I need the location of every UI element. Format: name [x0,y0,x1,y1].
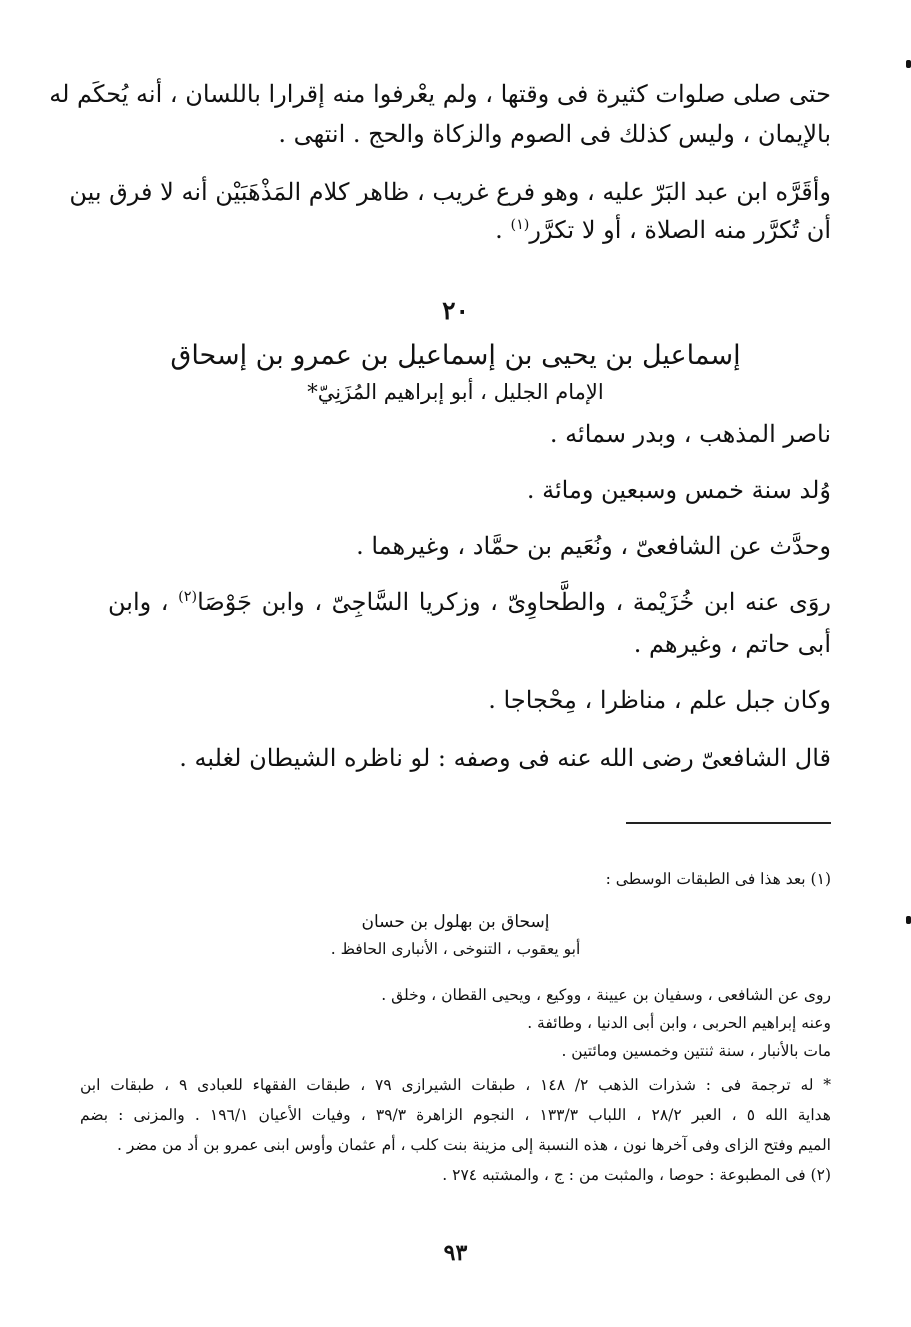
footnote-1-intro: (١) بعد هذا فى الطبقات الوسطى : [605,870,831,888]
footnote-1-line-2: وعنه إبراهيم الحربى ، وابن أبى الدنيا ، وطائفة . [527,1014,831,1032]
footnote-1-title: أبو يعقوب ، التنوخى ، الأنبارى الحافظ . [330,940,581,958]
entry-line-4-end: ، وابن [108,588,179,616]
entry-line-7: قال الشافعىّ رضى الله عنه فى وصفه : لو ناظره الشيطان لغلبه . [179,744,831,772]
paragraph-1-line-1: حتى صلى صلوات كثيرة فى وقتها ، ولم يعْرفوا منه إقرارا باللسان ، أنه يُحكَم له [49,80,831,108]
entry-line-3: وحدَّث عن الشافعىّ ، ونُعَيم بن حمَّاد ، وغيرهما . [356,532,831,560]
footnote-ref-2: (٢) [178,589,198,605]
footnote-separator [626,822,831,824]
entry-line-4-text: روَى عنه ابن خُزَيْمة ، والطَّحاوِىّ ، وزكريا السَّاجِىّ ، وابن جَوْصَا [197,588,831,616]
footnote-1-line-1: روى عن الشافعى ، وسفيان بن عيينة ، ووكيع ، ويحيى القطان ، وخلق . [381,986,831,1004]
paragraph-2-text: أن تُكرَّر منه الصلاة ، أو لا تكرَّر [529,216,831,244]
scan-mark-bottom [906,916,911,924]
paragraph-2-line-2 [495,214,831,246]
page-number: ٩٣ [443,1240,468,1266]
paragraph-2-end: . [495,216,511,244]
footnote-2: (٢) فى المطبوعة : حوصا ، والمثبت من : ج ، والمشتبه ٢٧٤ . [442,1166,831,1184]
source-note-line-3: الميم وفتح الزاى وفى آخرها نون ، هذه النسبة إلى مزينة بنت كلب ، أم عثمان وأوس ابنى عمرو بن أد من مضر . [117,1136,831,1154]
entry-line-4 [108,586,831,618]
paragraph-1-line-2: بالإيمان ، وليس كذلك فى الصوم والزكاة والحج . انتهى . [278,120,831,148]
source-note-line-1: * له ترجمة فى : شذرات الذهب ٢/ ١٤٨ ، طبقات الشيرازى ٧٩ ، طبقات الفقهاء للعبادى ٩ ، طبقات ابن [80,1076,832,1094]
entry-line-5: أبى حاتم ، وغيرهم . [633,630,831,658]
paragraph-2-line-1: وأقَرَّه ابن عبد البَرّ عليه ، وهو فرع غريب ، ظاهر كلام المَذْهَبَيْن أنه لا فرق بين [69,178,831,206]
source-note-line-2: هداية الله ٥ ، العبر ٢٨/٢ ، اللباب ١٣٣/٣ ، النجوم الزاهرة ٣٩/٣ ، وفيات الأعيان ١٩٦/١ . والمزنى : بضم [80,1106,831,1124]
entry-name: إسماعيل بن يحيى بن إسماعيل بن عمرو بن إسحاق [170,340,741,371]
entry-line-6: وكان جبل علم ، مناظرا ، مِحْجاجا . [488,686,831,714]
entry-number: ٢٠ [442,296,469,325]
scan-mark-top [906,60,911,68]
entry-title: الإمام الجليل ، أبو إبراهيم المُزَنِيّ* [307,380,604,404]
footnote-ref-1: (١) [510,217,530,233]
entry-line-2: وُلد سنة خمس وسبعين ومائة . [526,476,831,504]
entry-line-1: ناصر المذهب ، وبدر سمائه . [549,420,831,448]
footnote-1-line-3: مات بالأنبار ، سنة ثنتين وخمسين ومائتين . [561,1042,831,1060]
footnote-1-name: إسحاق بن بهلول بن حسان [361,912,550,932]
